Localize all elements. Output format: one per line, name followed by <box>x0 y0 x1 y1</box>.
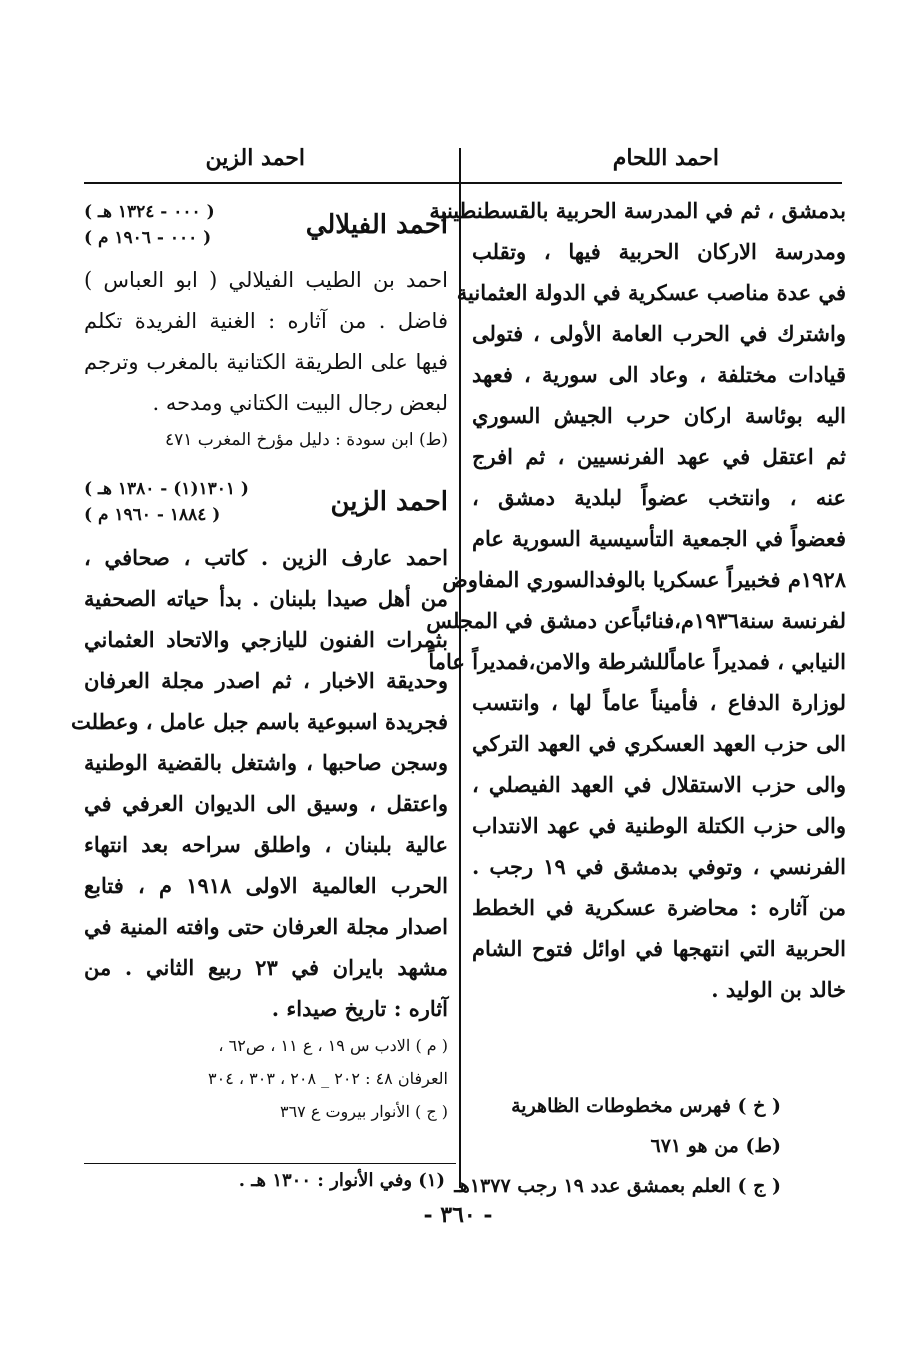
text-line: لفرنسة سنة١٩٣٦م،فنائباًعن دمشق في المجلس <box>426 608 846 633</box>
text-line: قيادات مختلفة ، وعاد الى سورية ، فعهد <box>472 362 846 387</box>
running-header-right: احمد اللحام <box>612 145 719 171</box>
text-line: في عدة مناصب عسكرية في الدولة العثمانية <box>456 280 846 305</box>
header-rule <box>84 182 842 184</box>
right-column <box>426 190 846 1010</box>
entry-dates <box>84 199 215 251</box>
text-line: واعتقل ، وسيق الى الديوان العرفي في <box>84 791 448 816</box>
page-number: - ٣٦٠ - <box>423 1202 493 1228</box>
entry-heading <box>84 190 448 260</box>
dates-hijri: ( ١٣٠١(١) - ١٣٨٠ هـ ) <box>84 479 249 499</box>
entry-name: احمد الزين <box>330 487 448 517</box>
text-line: اصدار مجلة العرفان حتى وافته المنية في <box>84 914 448 939</box>
right-references <box>454 1086 781 1206</box>
entry-dates <box>84 476 249 528</box>
text-line: الحرب العالمية الاولى ١٩١٨ م ، فتابع <box>84 873 448 898</box>
left-column <box>70 190 448 1128</box>
text-line: وسجن صاحبها ، واشتغل بالقضية الوطنية <box>84 750 448 775</box>
entry-name: احمد الفيلالي <box>305 210 448 240</box>
reference-line: ( خ ) فهرس مخطوطات الظاهرية <box>511 1095 781 1117</box>
text-line: الحربية التي انتهجها في اوائل فتوح الشام <box>472 936 846 961</box>
reference-line: (ط) من هو ٦٧١ <box>650 1135 781 1157</box>
text-line: لبعض رجال البيت الكتاني ومدحه . <box>152 391 448 415</box>
text-line: وحديقة الاخبار ، ثم اصدر مجلة العرفان <box>84 668 448 693</box>
text-line: واشترك في الحرب العامة الأولى ، فتولى <box>472 321 846 346</box>
text-line: آثاره : تاريخ صيداء . <box>271 996 448 1021</box>
dates-hijri: ( ٠٠٠ - ١٣٢٤ هـ ) <box>84 202 215 222</box>
footnote: (١) وفي الأنوار : ١٣٠٠ هـ . <box>238 1170 445 1191</box>
text-line: بدمشق ، ثم في المدرسة الحربية بالقسطنطينية <box>429 198 846 223</box>
dates-gregorian: ( ١٨٨٤ - ١٩٦٠ م ) <box>84 505 221 525</box>
text-line: احمد عارف الزين . كاتب ، صحافي ، <box>84 545 448 570</box>
reference-line: ( ج ) العلم بعمشق عدد ١٩ رجب ١٣٧٧هـ <box>454 1175 781 1197</box>
text-line: والى حزب الكتلة الوطنية في عهد الانتداب <box>472 813 846 838</box>
reference-line: (ط) ابن سودة : دليل مؤرخ المغرب ٤٧١ <box>165 430 448 450</box>
text-line: عالية بلبنان ، واطلق سراحه بعد انتهاء <box>84 832 448 857</box>
text-line: فيها على الطريقة الكتانية بالمغرب وترجم <box>84 350 448 374</box>
reference-line: ( ج ) الأنوار بيروت ع ٣٦٧ <box>279 1102 448 1121</box>
text-line: من أهل صيدا بلبنان . بدأ حياته الصحفية <box>84 586 448 611</box>
text-line: ومدرسة الاركان الحربية فيها ، وتقلب <box>472 239 846 264</box>
text-line: فعضواً في الجمعية التأسيسية السورية عام <box>472 526 846 551</box>
text-line: الى حزب العهد العسكري في العهد التركي <box>472 731 846 756</box>
text-line: بثمرات الفنون لليازجي والاتحاد العثماني <box>84 627 448 652</box>
text-line: ثم اعتقل في عهد الفرنسيين ، ثم افرج <box>472 444 846 469</box>
text-line: والى حزب الاستقلال في العهد الفيصلي ، <box>472 772 846 797</box>
text-line: فاضل . من آثاره : الغنية الفريدة تكلم <box>84 309 448 333</box>
text-line: ١٩٢٨م فخبيراً عسكريا بالوفدالسوري المفاوض <box>442 567 846 592</box>
footnote-rule <box>84 1163 456 1164</box>
text-line: خالد بن الوليد . <box>711 977 846 1002</box>
text-line: احمد بن الطيب الفيلالي ( ابو العباس ) <box>84 268 448 292</box>
text-line: فجريدة اسبوعية باسم جبل عامل ، وعطلت <box>70 709 448 734</box>
reference-line: العرفان ٤٨ : ٢٠٢ _ ٢٠٨ ، ٣٠٣ ، ٣٠٤ <box>208 1069 448 1088</box>
entry-heading <box>84 467 448 537</box>
dates-gregorian: ( ٠٠٠ - ١٩٠٦ م ) <box>84 228 212 248</box>
text-line: من آثاره : محاضرة عسكرية في الخطط <box>472 895 846 920</box>
text-line: عنه ، وانتخب عضواً لبلدية دمشق ، <box>472 485 846 510</box>
text-line: اليه بوئاسة اركان حرب الجيش السوري <box>472 403 846 428</box>
text-line: الفرنسي ، وتوفي بدمشق في ١٩ رجب . <box>472 854 846 879</box>
reference-line: ( م ) الادب س ١٩ ، ع ١١ ، ص٦٢ ، <box>218 1036 448 1055</box>
text-line: لوزارة الدفاع ، فأميناً عاماً لها ، وانتسب <box>472 690 846 715</box>
running-header-left: احمد الزين <box>205 145 305 171</box>
text-line: مشهد بايران في ٢٣ ربيع الثاني . من <box>84 955 448 980</box>
text-line: النيابي ، فمديراً عاماًللشرطة والامن،فمديراً عاماً <box>428 649 846 674</box>
